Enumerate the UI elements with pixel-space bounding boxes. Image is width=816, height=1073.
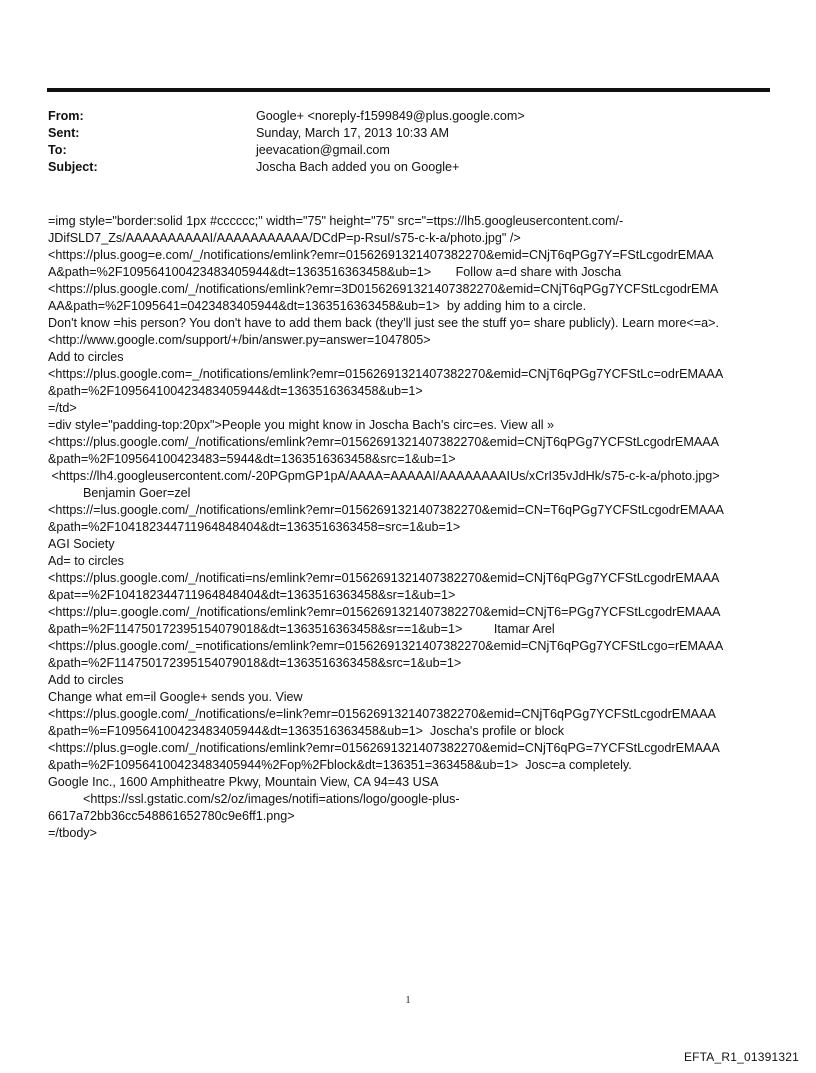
- body-line: <https://plus.g=ogle.com/_/notifications/emlink?emr=01562691321407382270&emid=CNjT6qPG=7YCFStLcgodrEMAAA: [48, 741, 720, 755]
- body-line: AGI Society: [48, 537, 115, 551]
- body-line: <https://plus.google.com/_=notifications/emlink?emr=01562691321407382270&emid=CNjT6qPGg7YCFStLcgo=rEMAAA: [48, 639, 724, 653]
- body-line: AA&path=%2F1095641=0423483405944&dt=1363516363458&ub=1> by adding him to a circle.: [48, 299, 587, 313]
- email-body: [48, 213, 778, 842]
- body-line: A&path=%2F109564100423483405944&dt=1363516363458&ub=1> Follow a=d share with Joscha: [48, 265, 622, 279]
- body-line: Change what em=il Google+ sends you. View: [48, 690, 303, 704]
- body-line: Benjamin Goer=zel: [48, 486, 191, 500]
- body-line: Ad= to circles: [48, 554, 124, 568]
- body-line: <https://plus.goog=e.com/_/notifications/emlink?emr=01562691321407382270&emid=CNjT6qPGg7Y=FStLcgodrEMAA: [48, 248, 714, 262]
- body-line: <https://ssl.gstatic.com/s2/oz/images/notifi=ations/logo/google-plus-: [48, 792, 460, 806]
- body-line: <http://www.google.com/support/+/bin/answer.py=answer=1047805>: [48, 333, 431, 347]
- to-label: To:: [48, 143, 67, 157]
- from-value: Google+ <noreply-f1599849@plus.google.com>: [256, 109, 525, 123]
- body-line: &path=%2F109564100423483=5944&dt=1363516363458&src=1&ub=1>: [48, 452, 456, 466]
- body-line: Add to circles: [48, 673, 124, 687]
- body-line: Add to circles: [48, 350, 124, 364]
- subject-value: Joscha Bach added you on Google+: [256, 160, 460, 174]
- body-line: <https://plus.google.com/_/notifications/emlink?emr=3D01562691321407382270&emid=CNjT6qPGg7YCFStLcgodrEMA: [48, 282, 719, 296]
- body-line: 6617a72bb36cc548861652780c9e6ff1.png>: [48, 809, 295, 823]
- body-line: =img style="border:solid 1px #cccccc;" width="75" height="75" src="=ttps://lh5.googleusercontent.com/-: [48, 214, 624, 228]
- body-line: &path=%2F114750172395154079018&dt=1363516363458&src=1&ub=1>: [48, 656, 462, 670]
- body-line: <https://plus.google.com/_/notifications/emlink?emr=01562691321407382270&emid=CNjT6qPGg7YCFStLcgodrEMAAA: [48, 435, 720, 449]
- body-line: <https://=lus.google.com/_/notifications/emlink?emr=01562691321407382270&emid=CN=T6qPGg7YCFStLcgodrEMAAA: [48, 503, 724, 517]
- body-line: &path=%2F109564100423483405944&dt=1363516363458&ub=1>: [48, 384, 423, 398]
- body-line: <https://lh4.googleusercontent.com/-20PGpmGP1pA/AAAA=AAAAAI/AAAAAAAAIUs/xCrI35vJdHk/s75-c-k-a/photo.jpg>: [48, 469, 720, 483]
- body-line: =div style="padding-top:20px">People you might know in Joscha Bach's circ=es. View all »: [48, 418, 555, 432]
- header-rule: [47, 88, 770, 92]
- body-line: <https://plus.google.com/_/notificati=ns/emlink?emr=01562691321407382270&emid=CNjT6qPGg7YCFStLcgodrEMAAA: [48, 571, 720, 585]
- body-line: Google Inc., 1600 Amphitheatre Pkwy, Mountain View, CA 94=43 USA: [48, 775, 439, 789]
- subject-row: [48, 159, 768, 176]
- to-row: [48, 142, 768, 159]
- sent-value: Sunday, March 17, 2013 10:33 AM: [256, 126, 449, 140]
- body-line: <https://plus.google.com/_/notifications/e=link?emr=01562691321407382270&emid=CNjT6qPGg7YCFStLcgodrEMAAA: [48, 707, 716, 721]
- email-header: [48, 108, 768, 176]
- page-number: 1: [405, 995, 411, 1006]
- body-line: JDifSLD7_Zs/AAAAAAAAAAI/AAAAAAAAAAA/DCdP=p-RsuI/s75-c-k-a/photo.jpg" />: [48, 231, 521, 245]
- bates-number: EFTA_R1_01391321: [683, 1050, 799, 1064]
- body-line: <https://plu=.google.com/_/notifications/emlink?emr=01562691321407382270&emid=CNjT6=PGg7YCFStLcgodrEMAAA: [48, 605, 721, 619]
- subject-label: Subject:: [48, 160, 98, 174]
- to-value: jeevacation@gmail.com: [256, 143, 390, 157]
- from-row: [48, 108, 768, 125]
- body-line: <https://plus.google.com=_/notifications/emlink?emr=01562691321407382270&emid=CNjT6qPGg7YCFStLc=odrEMAAA: [48, 367, 724, 381]
- body-line: &path=%2F104182344711964848404&dt=1363516363458=src=1&ub=1>: [48, 520, 461, 534]
- body-line: =/td>: [48, 401, 77, 415]
- body-line: &path=%=F109564100423483405944&dt=1363516363458&ub=1> Joscha's profile or block: [48, 724, 565, 738]
- body-line: &pat==%2F104182344711964848404&dt=1363516363458&sr=1&ub=1>: [48, 588, 456, 602]
- sent-row: [48, 125, 768, 142]
- body-line: &path=%2F114750172395154079018&dt=1363516363458&sr==1&ub=1> Itamar Arel: [48, 622, 555, 636]
- body-line: =/tbody>: [48, 826, 98, 840]
- body-line: &path=%2F109564100423483405944%2Fop%2Fblock&dt=136351=363458&ub=1> Josc=a completely.: [48, 758, 632, 772]
- body-line: Don't know =his person? You don't have to add them back (they'll just see the stuff yo= share publicly). Learn more<=a>.: [48, 316, 720, 330]
- sent-label: Sent:: [48, 126, 80, 140]
- from-label: From:: [48, 109, 84, 123]
